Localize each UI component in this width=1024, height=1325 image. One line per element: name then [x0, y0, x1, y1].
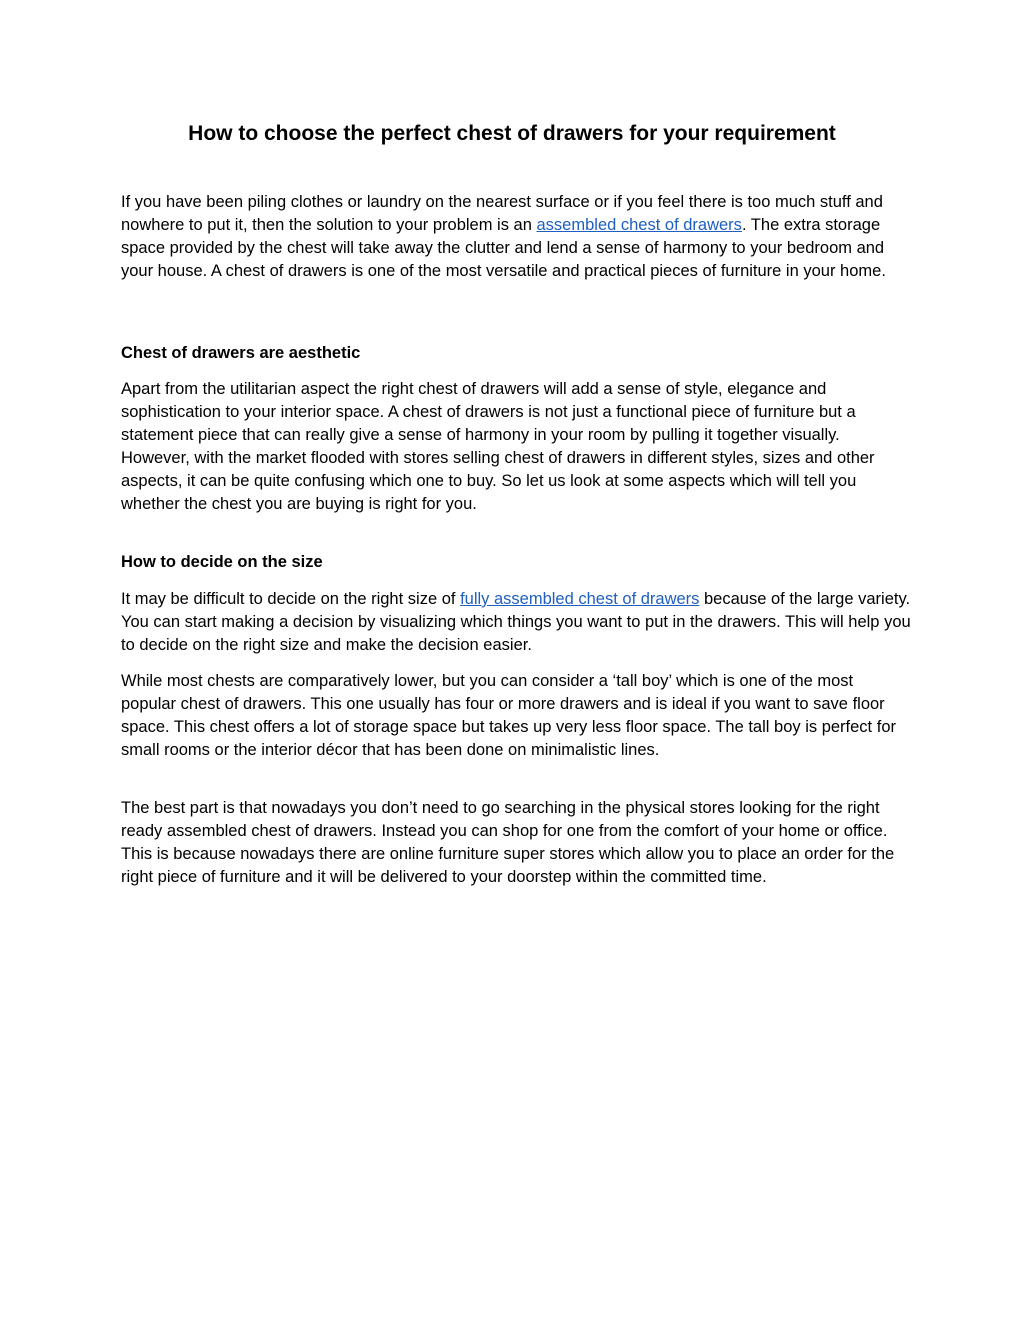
fully-assembled-chest-link[interactable]: fully assembled chest of drawers	[460, 590, 700, 608]
intro-text-before-link: If you have been piling clothes or laundry on the nearest surface or if you feel there is too much stuff and nowhere to put it, then the solution to your problem is an	[121, 193, 883, 234]
section-heading-size: How to decide on the size	[121, 553, 323, 571]
aesthetic-paragraph: Apart from the utilitarian aspect the right chest of drawers will add a sense of style, elegance and sophistication to your interior space. A chest of drawers is not just a functional piece of furniture but a statement piece that can really give a sense of harmony in your room by pulling it together visually. However, with the market flooded with stores selling chest of drawers in different styles, sizes and other aspects, it can be quite confusing which one to buy. So let us look at some aspects which will tell you whether the chest you are buying is right for you.	[121, 380, 875, 513]
size-text-after-link: because of the large variety. You can start making a decision by visualizing which things you want to put in the drawers. This will help you to decide on the right size and make the decision easier.	[121, 590, 911, 654]
page-title: How to choose the perfect chest of drawers for your requirement	[188, 122, 836, 145]
size-paragraph-3: The best part is that nowadays you don’t need to go searching in the physical stores looking for the right ready assembled chest of drawers. Instead you can shop for one from the comfort of your home or office. This is because nowadays there are online furniture super stores which allow you to place an order for the right piece of furniture and it will be delivered to your doorstep within the committed time.	[121, 799, 895, 886]
intro-paragraph	[121, 191, 911, 283]
size-text-before-link: It may be difficult to decide on the right size of	[121, 590, 461, 608]
size-paragraph-1	[121, 588, 911, 657]
assembled-chest-link[interactable]: assembled chest of drawers	[536, 216, 742, 234]
section-heading-aesthetic: Chest of drawers are aesthetic	[121, 344, 361, 362]
size-paragraph-2: While most chests are comparatively lower, but you can consider a ‘tall boy’ which is one of the most popular chest of drawers. This one usually has four or more drawers and is ideal if you want to save floor space. This chest offers a lot of storage space but takes up very less floor space. The tall boy is perfect for small rooms or the interior décor that has been done on minimalistic lines.	[121, 672, 896, 759]
intro-text-after-link: . The extra storage space provided by the chest will take away the clutter and lend a sense of harmony to your bedroom and your house. A chest of drawers is one of the most versatile and practical pieces of furniture in your home.	[121, 216, 886, 280]
